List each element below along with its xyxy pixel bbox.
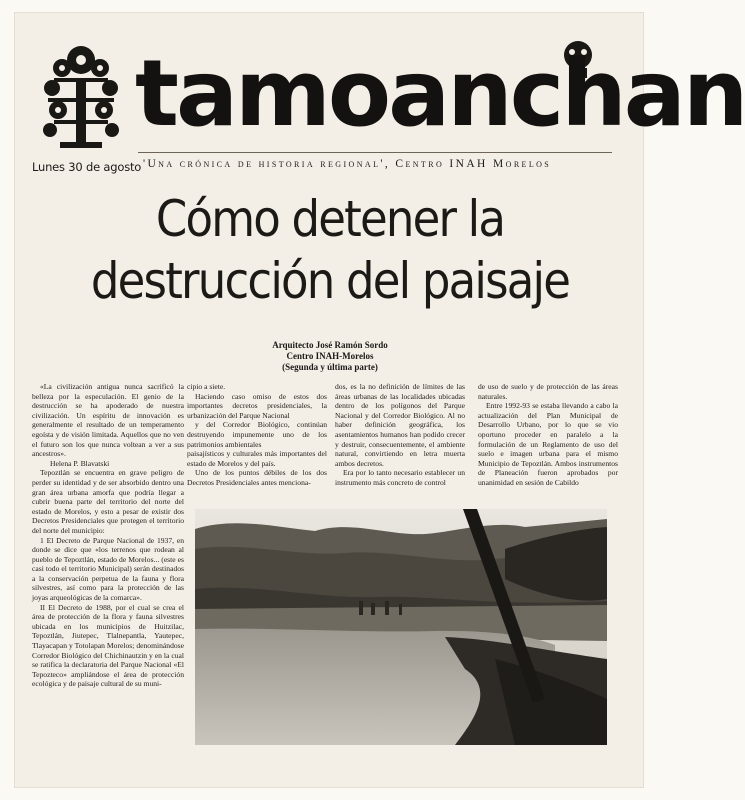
prehispanic-tree-emblem [40,38,122,150]
paragraph: II El Decreto de 1988, por el cual se crea el área de protección de la flora y fauna silvestres ubicada en los municipios de Huitzilac, Tepoztlán, Jiutepec, Tlalnepantla, Yautepec, Tlayacapan y Totolapan Morelos; denominándose Corredor Biológico del Chichinautzin y en la cual se ratifica la declaratoria del Parque Nacional «El Tepozteco» ampliándose el área de protección ecológica y de paisaje cultural de su muni- [32,602,184,689]
text-column-1 [32,382,184,689]
paragraph: Haciendo caso omiso de estos dos importantes decretos presidenciales, la urbanización del Parque Nacional [187,391,327,420]
landscape-photo [195,509,607,745]
tagline: 'Una crónica de historia regional', Centro INAH Morelos [143,158,552,170]
text-column-3 [335,382,465,488]
paragraph: Uno de los puntos débiles de los dos Decretos Presidenciales antes menciona- [187,468,327,487]
masthead-rule [138,152,612,153]
paragraph: 1 El Decreto de Parque Nacional de 1937, en donde se dice que «los terrenos que rodean al pueblo de Tepoztlán, estado de Morelos... (este es casi todo el territorio Municipal) serán destinados a la conservación perpetua de la fauna y flora silvestres, así como para la protección de las joyas arqueológicas de la comarca». [32,535,184,603]
epigraph-quote: «La civilización antigua nunca sacrificó la belleza por la especulación. El genio de la destrucción se ha apoderado de nuestra civilización. Un espíritu de innovación es generalmente el resultado de un temperamento egoísta y de visión limitada. Aquellos que no ven el futuro son los que nunca voltean a ver a sus ancestros». [32,382,184,459]
newspaper-title: tamoanchan [135,40,745,147]
author: Arquitecto José Ramón Sordo [272,340,388,350]
lake-landscape-image [195,509,607,745]
headline-line-1: Cómo detener la [155,190,505,248]
paragraph: Era por lo tanto necesario establecer un instrumento más concreto de control [335,468,465,487]
institution: Centro INAH-Morelos [286,351,374,361]
paragraph: Entre 1992-93 se estaba llevando a cabo la actualización del Plan Municipal de Desarrollo Urbano, por lo que se vio oportuno proceder en paralelo a la formulación de un Reglamento de uso del suelo e imagen urbana para el mismo Municipio de Tepoztlán. Ambos instrumentos de Planeación fueron aprobados por unanimidad en sesión de Cabildo [478,401,618,487]
byline [255,340,405,373]
paragraph: de uso de suelo y de protección de las áreas naturales. [478,382,618,401]
issue-date: Lunes 30 de agosto [32,160,142,174]
masthead [40,38,745,158]
paragraph: cipio a siete. [187,382,226,391]
series-part: (Segunda y última parte) [282,362,378,372]
text-column-4 [478,382,618,488]
headline-line-2: destrucción del paisaje [90,252,570,310]
paragraph: y del Corredor Biológico, continúan destruyendo impunemente uno de los patrimonios ambientales [187,420,327,449]
epigraph-author: Helena P. Blavatski [50,458,110,468]
text-column-2 [187,382,327,488]
paragraph: paisajísticos y culturales más importantes del estado de Morelos y del país. [187,449,327,468]
article-headline [87,188,573,312]
paragraph: dos, es la no definición de límites de las áreas urbanas de las localidades ubicadas dentro de los polígonos del Parque Nacional y del Corredor Biológico. Al no haber definición geográfica, los asentamientos humanos han podido crecer y destruir, consecuentemente, el ambiente natural, convirtiendo en letra muerta ambos decretos. [335,382,465,468]
paragraph: Tepoztlán se encuentra en grave peligro de perder su identidad y de ser absorbido dentro una gran área urbana amorfa que podría llegar a cubrir buena parte del territorio del norte del estado de Morelos, y esto a pesar de existir dos Decretos Presidenciales que protegen el territorio del norte del municipio: [32,468,184,535]
